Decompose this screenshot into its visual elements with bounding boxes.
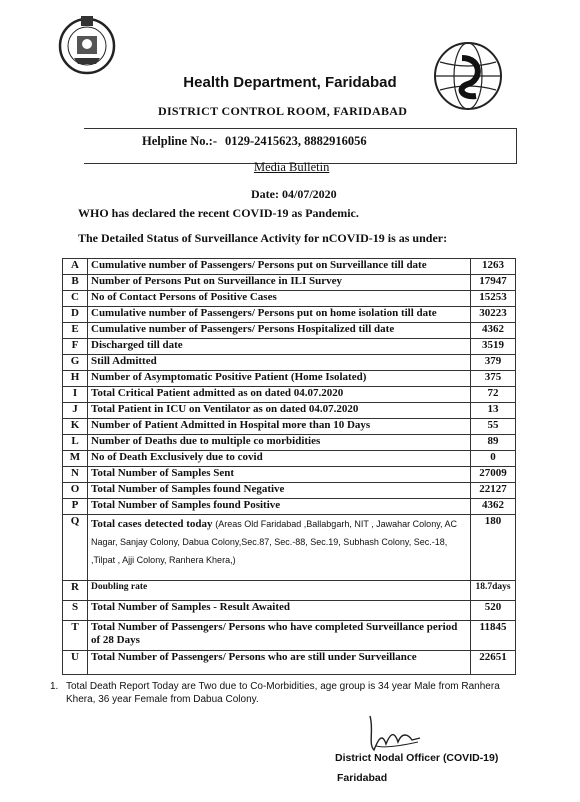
row-value: 15253 [471, 291, 516, 307]
row-value: 30223 [471, 307, 516, 323]
bulletin-date: Date: 04/07/2020 [251, 187, 337, 201]
helpline-numbers: 0129-2415623, 8882916056 [225, 134, 367, 148]
table-row [63, 323, 516, 339]
row-value: 27009 [471, 467, 516, 483]
row-value: 1263 [471, 259, 516, 275]
row-label: Number of Deaths due to multiple co morbidities [88, 435, 471, 451]
helpline-label: Helpline No.:- [142, 134, 217, 148]
row-value: 180 [471, 515, 516, 581]
row-label: Doubling rate [88, 581, 471, 601]
row-value: 379 [471, 355, 516, 371]
row-code: U [63, 651, 88, 675]
row-value: 3519 [471, 339, 516, 355]
table-row [63, 403, 516, 419]
row-code: K [63, 419, 88, 435]
table-row [63, 467, 516, 483]
table-row [63, 291, 516, 307]
row-label: Number of Patient Admitted in Hospital more than 10 Days [88, 419, 471, 435]
row-label: Still Admitted [88, 355, 471, 371]
row-code: E [63, 323, 88, 339]
table-row-u [63, 651, 516, 675]
row-code: J [63, 403, 88, 419]
officer-place: Faridabad [337, 772, 388, 784]
table-row-s [63, 601, 516, 621]
table-row [63, 275, 516, 291]
row-value: 22127 [471, 483, 516, 499]
row-code: I [63, 387, 88, 403]
row-code: D [63, 307, 88, 323]
row-label: Total Critical Patient admitted as on dated 04.07.2020 [88, 387, 471, 403]
table-row [63, 259, 516, 275]
row-label: Total Number of Passengers/ Persons who have completed Surveillance period of 28 Days [88, 621, 471, 651]
bulletin-title: Media Bulletin [254, 160, 330, 174]
row-code: B [63, 275, 88, 291]
row-value: 375 [471, 371, 516, 387]
row-code: R [63, 581, 88, 601]
row-value: 11845 [471, 621, 516, 651]
table-row [63, 339, 516, 355]
row-label: Number of Persons Put on Surveillance in ILI Survey [88, 275, 471, 291]
note-number: 1. [50, 681, 59, 692]
row-code: N [63, 467, 88, 483]
row-code: S [63, 601, 88, 621]
row-label [88, 515, 471, 581]
row-code: T [63, 621, 88, 651]
row-value: 4362 [471, 323, 516, 339]
haryana-emblem-icon [56, 14, 118, 76]
row-value: 0 [471, 451, 516, 467]
status-intro: The Detailed Status of Surveillance Activity for nCOVID-19 is as under: [78, 231, 448, 245]
table-row [63, 483, 516, 499]
row-q-label: Total cases detected today [91, 518, 213, 530]
table-row-t [63, 621, 516, 651]
row-code: C [63, 291, 88, 307]
table-row [63, 355, 516, 371]
death-report-note [50, 680, 530, 706]
row-code: H [63, 371, 88, 387]
row-label: Total Number of Passengers/ Persons who are still under Surveillance [88, 651, 471, 675]
row-value: 89 [471, 435, 516, 451]
row-code: A [63, 259, 88, 275]
row-label: Total Number of Samples found Negative [88, 483, 471, 499]
row-label: Cumulative number of Passengers/ Persons put on home isolation till date [88, 307, 471, 323]
helpline [142, 134, 367, 149]
row-code: L [63, 435, 88, 451]
row-value: 13 [471, 403, 516, 419]
table-row [63, 499, 516, 515]
row-value: 72 [471, 387, 516, 403]
table-row [63, 435, 516, 451]
row-label: Cumulative number of Passengers/ Persons Hospitalized till date [88, 323, 471, 339]
surveillance-status-table [62, 258, 516, 675]
department-title: Health Department, Faridabad [183, 74, 397, 91]
row-label: No of Contact Persons of Positive Cases [88, 291, 471, 307]
row-code: M [63, 451, 88, 467]
table-row-r [63, 581, 516, 601]
table-row [63, 307, 516, 323]
row-q-detail: (Areas Old Faridabad ,Ballabgarh, NIT , Jawahar Colony, AC Nagar, Sanjay Colony, Dabua Colony,Sec.87, Sec.-88, Sec.19, Subhash Colony, Sec.-18, ,Tilpat , Ajji Colony, Ranhera Khera,) [91, 519, 458, 565]
who-statement: WHO has declared the recent COVID-19 as Pandemic. [78, 206, 359, 220]
row-code: G [63, 355, 88, 371]
row-label: Cumulative number of Passengers/ Persons put on Surveillance till date [88, 259, 471, 275]
note-text: Total Death Report Today are Two due to Co-Morbidities, age group is 34 year Male from Ranhera Khera, 36 year Female from Dabua Colony. [66, 681, 500, 705]
control-room-title: DISTRICT CONTROL ROOM, FARIDABAD [158, 104, 408, 118]
row-code: F [63, 339, 88, 355]
row-value: 17947 [471, 275, 516, 291]
row-label: Total Number of Samples found Positive [88, 499, 471, 515]
row-value: 4362 [471, 499, 516, 515]
table-row [63, 419, 516, 435]
row-value: 22651 [471, 651, 516, 675]
row-label: Total Number of Samples - Result Awaited [88, 601, 471, 621]
row-code: O [63, 483, 88, 499]
row-label: Total Number of Samples Sent [88, 467, 471, 483]
row-label: Total Patient in ICU on Ventilator as on dated 04.07.2020 [88, 403, 471, 419]
nodal-officer-title: District Nodal Officer (COVID-19) [335, 752, 499, 764]
row-label: No of Death Exclusively due to covid [88, 451, 471, 467]
row-value: 18.7days [471, 581, 516, 601]
row-code: P [63, 499, 88, 515]
row-value: 55 [471, 419, 516, 435]
row-label: Discharged till date [88, 339, 471, 355]
table-row [63, 451, 516, 467]
table-row [63, 387, 516, 403]
row-value: 520 [471, 601, 516, 621]
row-label: Number of Asymptomatic Positive Patient (Home Isolated) [88, 371, 471, 387]
table-row-q [63, 515, 516, 581]
table-row [63, 371, 516, 387]
row-code: Q [63, 515, 88, 581]
officer-signature [360, 710, 432, 756]
